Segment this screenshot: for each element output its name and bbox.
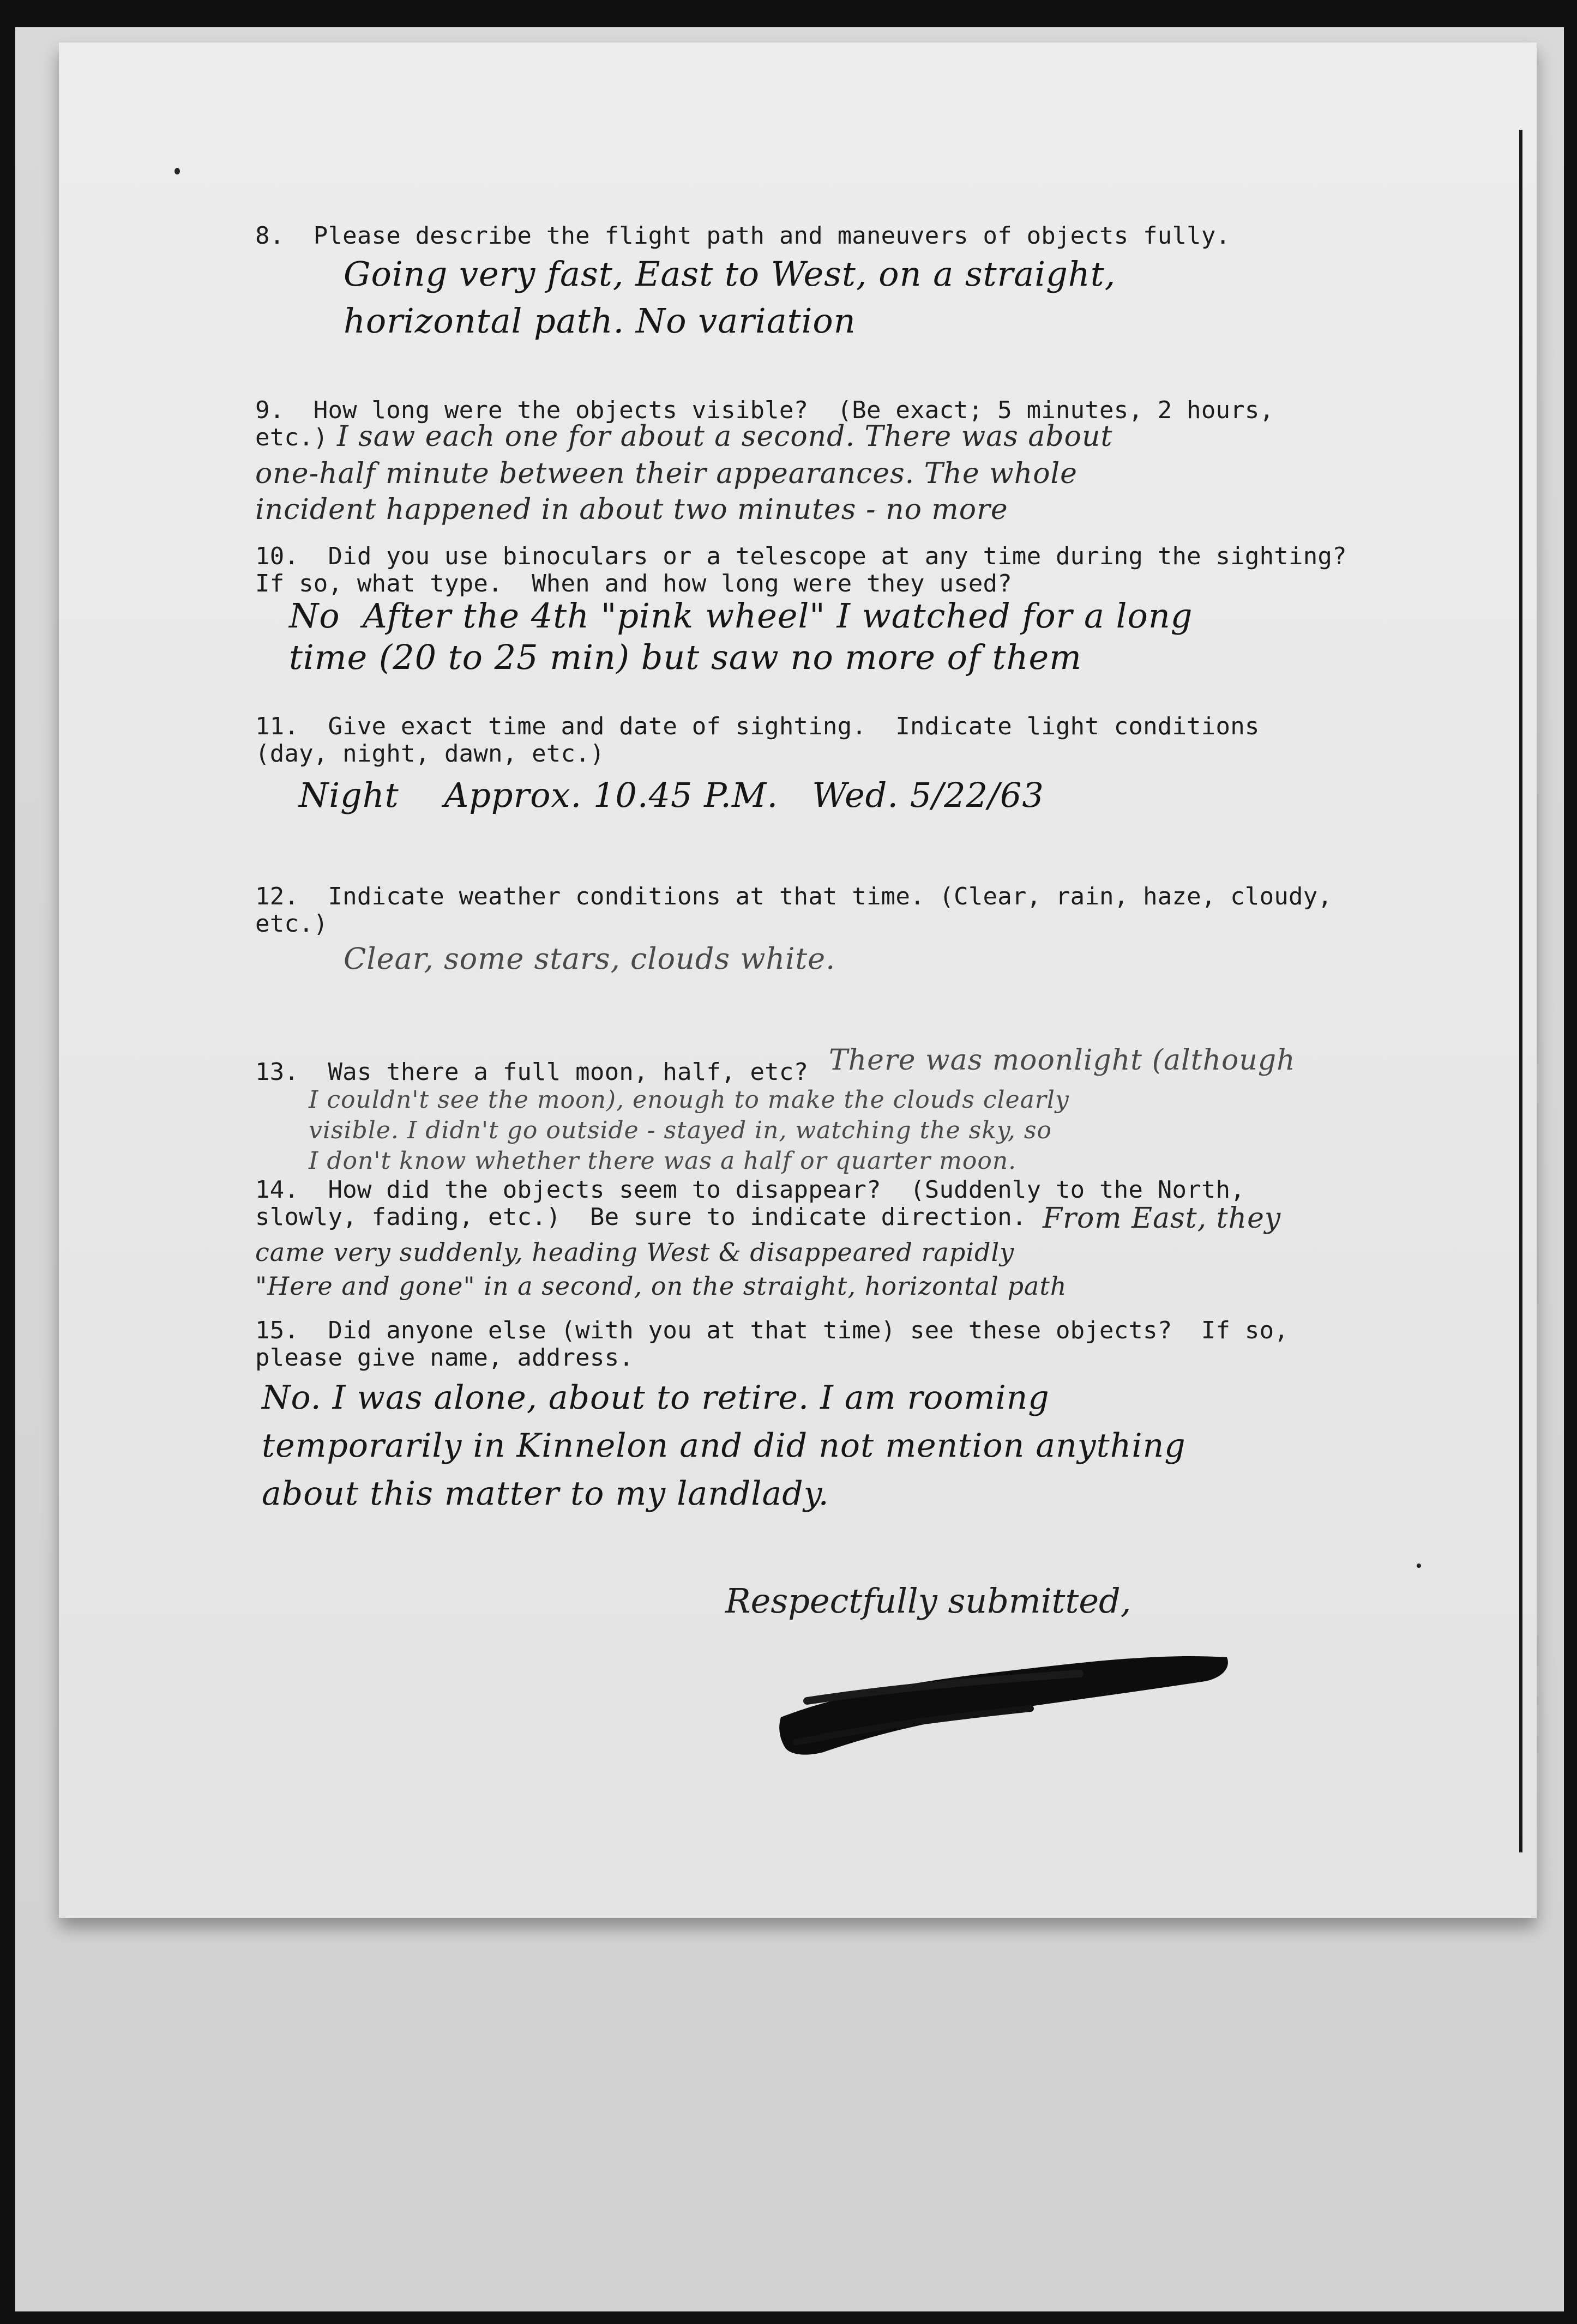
margin-rule [1519,130,1522,1852]
redacted-signature [774,1635,1232,1766]
answer-9-inline: I saw each one for about a second. There was about [337,420,1113,453]
answer-11: Night Approx. 10.45 P.M. Wed. 5/22/63 [299,775,1044,815]
answer-14-inline: From East, they [1043,1202,1281,1235]
closing-line: Respectfully submitted, [725,1581,1131,1621]
question-11: 11. Give exact time and date of sighting. Indicate light conditions (day, night, dawn, etc.) [255,713,1260,768]
answer-13: I couldn't see the moon), enough to make the clouds clearly visible. I didn't go outside - stayed in, watching the sky, so I don't know whether there was a half or quarter moon. [309,1086,1069,1175]
question-14: 14. How did the objects seem to disappear? (Suddenly to the North, slowly, fading, etc.) Be sure to indicate direction. [255,1176,1245,1231]
answer-10: No After the 4th "pink wheel" I watched for a long time (20 to 25 min) but saw no more of them [289,596,1193,677]
speck [174,168,180,174]
answer-12: Clear, some stars, clouds white. [344,941,836,976]
answer-8: Going very fast, East to West, on a straight, horizontal path. No variation [344,254,1116,341]
answer-13-inline: There was moonlight (although [829,1044,1296,1077]
answer-14: came very suddenly, heading West & disappeared rapidly "Here and gone" in a second, on the straight, horizontal path [255,1238,1067,1301]
question-15: 15. Did anyone else (with you at that time) see these objects? If so, please give name, address. [255,1317,1289,1372]
question-8: 8. Please describe the flight path and maneuvers of objects fully. [255,222,1231,250]
question-9: 9. How long were the objects visible? (Be exact; 5 minutes, 2 hours, etc.) [255,396,1274,451]
answer-9: one-half minute between their appearances. The whole incident happened in about two minutes - no more [255,457,1078,526]
question-12: 12. Indicate weather conditions at that time. (Clear, rain, haze, cloudy, etc.) [255,883,1333,938]
question-10: 10. Did you use binoculars or a telescope at any time during the sighting? If so, what type. When and how long were they used? [255,542,1347,597]
answer-15: No. I was alone, about to retire. I am rooming temporarily in Kinnelon and did not mention anything about this matter to my landlady. [262,1379,1186,1513]
question-13: 13. Was there a full moon, half, etc? [255,1058,809,1086]
speck [1417,1564,1421,1568]
